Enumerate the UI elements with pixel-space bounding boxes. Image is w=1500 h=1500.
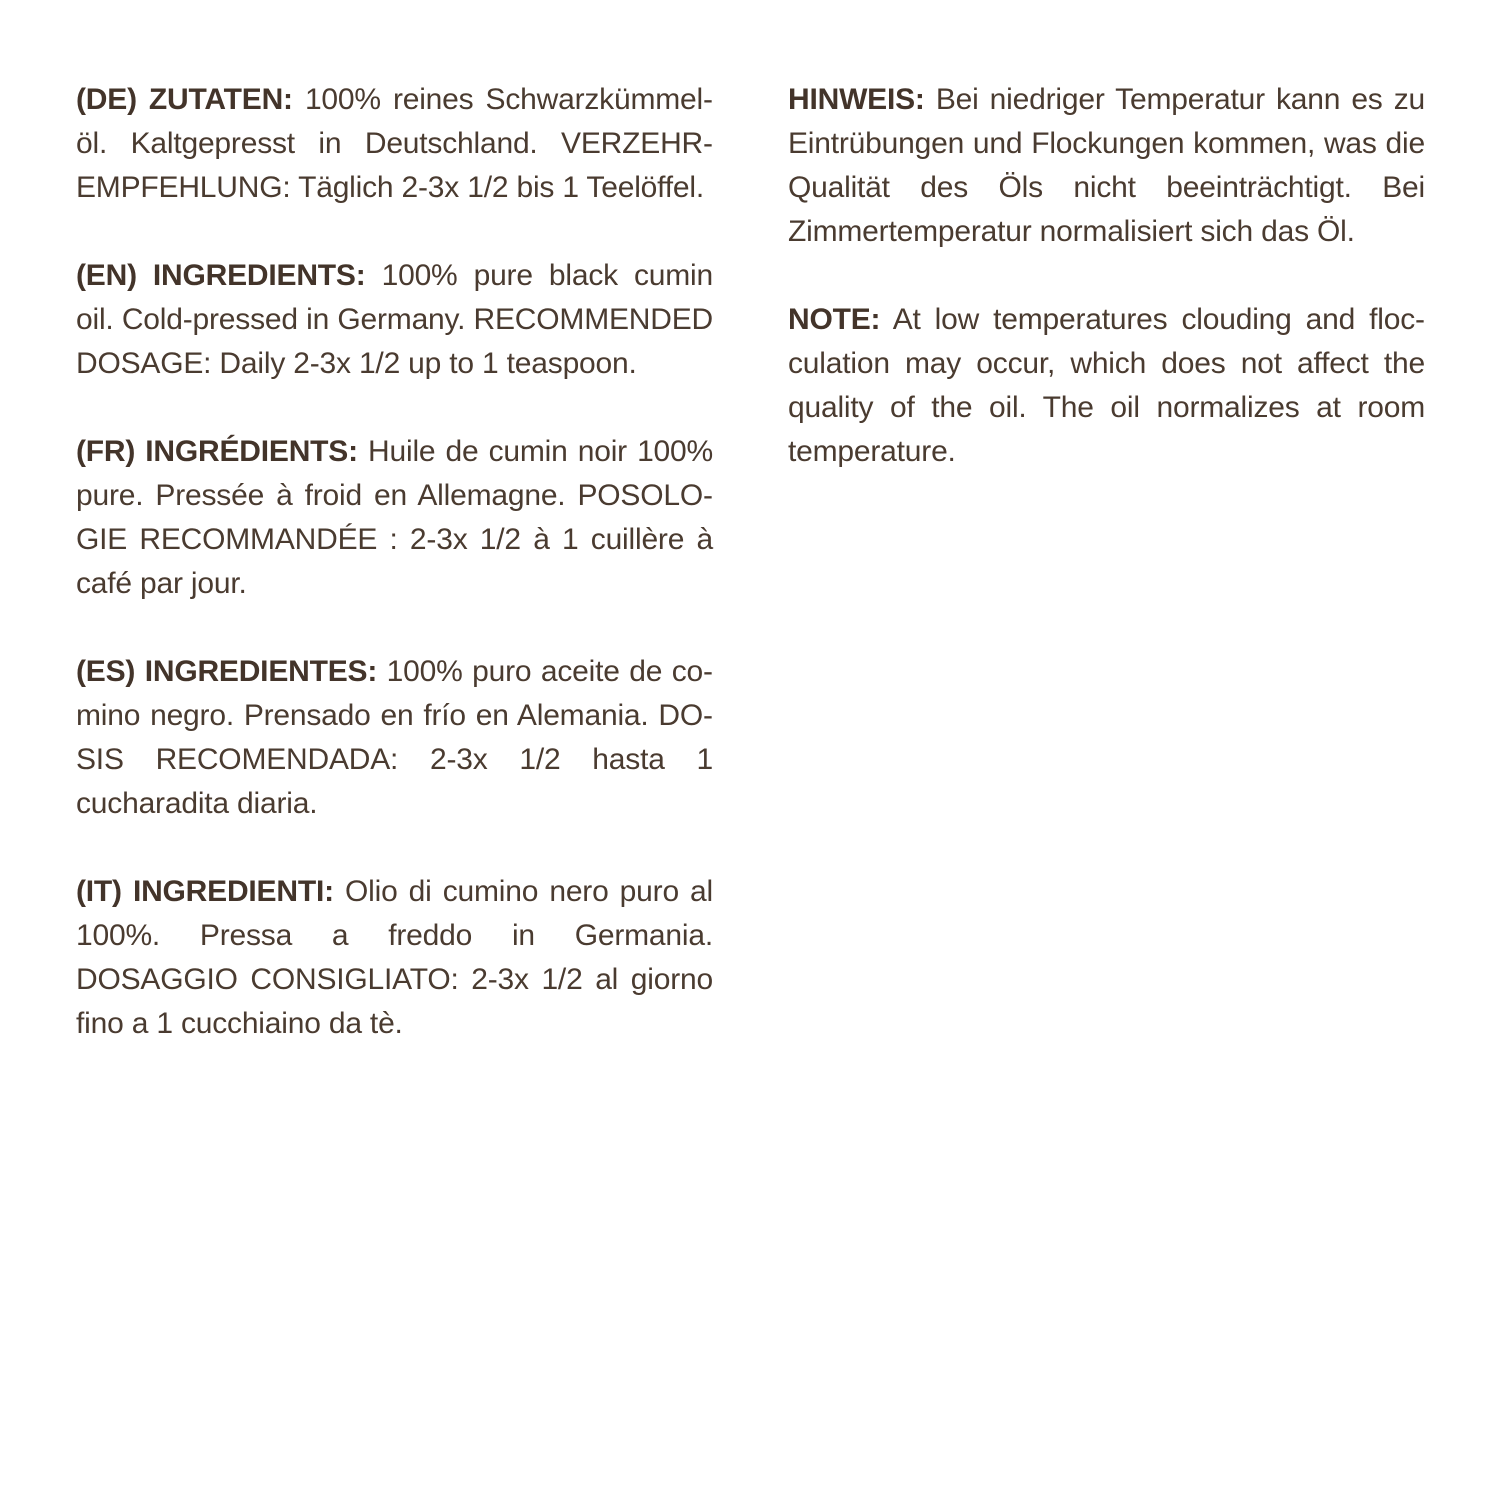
text-en: 100% pure black cumin oil. Cold-pressed in Germany. RECOMMENDED DOSAGE: Daily 2-3x 1/2 up to 1 teaspoon. — [76, 259, 713, 380]
right-column — [788, 78, 1425, 518]
left-column — [76, 78, 713, 1090]
text-de: 100% reines Schwarzkümmelöl. Kaltgepresst in Deutschland. VERZEHREMPFEHLUNG: Täglich 2-3x 1/2 bis 1 Teelöffel. — [76, 83, 713, 204]
heading-hinweis: HINWEIS: — [788, 83, 925, 116]
heading-de: (DE) ZUTATEN: — [76, 83, 293, 116]
heading-note: NOTE: — [788, 303, 881, 336]
text-hinweis: Bei niedriger Temperatur kann es zu Eintrübungen und Flockungen kommen, was die Qualität des Öls nicht beeinträchtigt. Bei Zimmertemperatur normalisiert sich das Öl. — [788, 83, 1425, 248]
text-it: Olio di cumino nero puro al 100%. Pressa a freddo in Germania. DOSAGGIO CONSIGLIATO: 2-3x 1/2 al giorno fino a 1 cucchiaino da tè. — [76, 875, 713, 1040]
paragraph-it — [76, 870, 713, 1046]
paragraph-hinweis — [788, 78, 1425, 254]
paragraph-de — [76, 78, 713, 210]
paragraph-en — [76, 254, 713, 386]
heading-en: (EN) INGREDIENTS: — [76, 259, 366, 292]
paragraph-fr — [76, 430, 713, 606]
heading-es: (ES) INGREDIENTES: — [76, 655, 378, 688]
text-note: At low temperatures clouding and flocculation may occur, which does not affect the quality of the oil. The oil normalizes at room temperature. — [788, 303, 1426, 468]
paragraph-note — [788, 298, 1425, 474]
paragraph-es — [76, 650, 713, 826]
text-es: 100% puro aceite de comino negro. Prensado en frío en Alemania. DOSIS RECOMENDADA: 2-3x 1/2 hasta 1 cucharadita diaria. — [76, 655, 713, 820]
text-fr: Huile de cumin noir 100% pure. Pressée à froid en Allemagne. POSOLOGIE RECOMMANDÉE : 2-3x 1/2 à 1 cuillère à café par jour. — [76, 435, 713, 600]
heading-it: (IT) INGREDIENTI: — [76, 875, 334, 908]
heading-fr: (FR) INGRÉDIENTS: — [76, 435, 358, 468]
